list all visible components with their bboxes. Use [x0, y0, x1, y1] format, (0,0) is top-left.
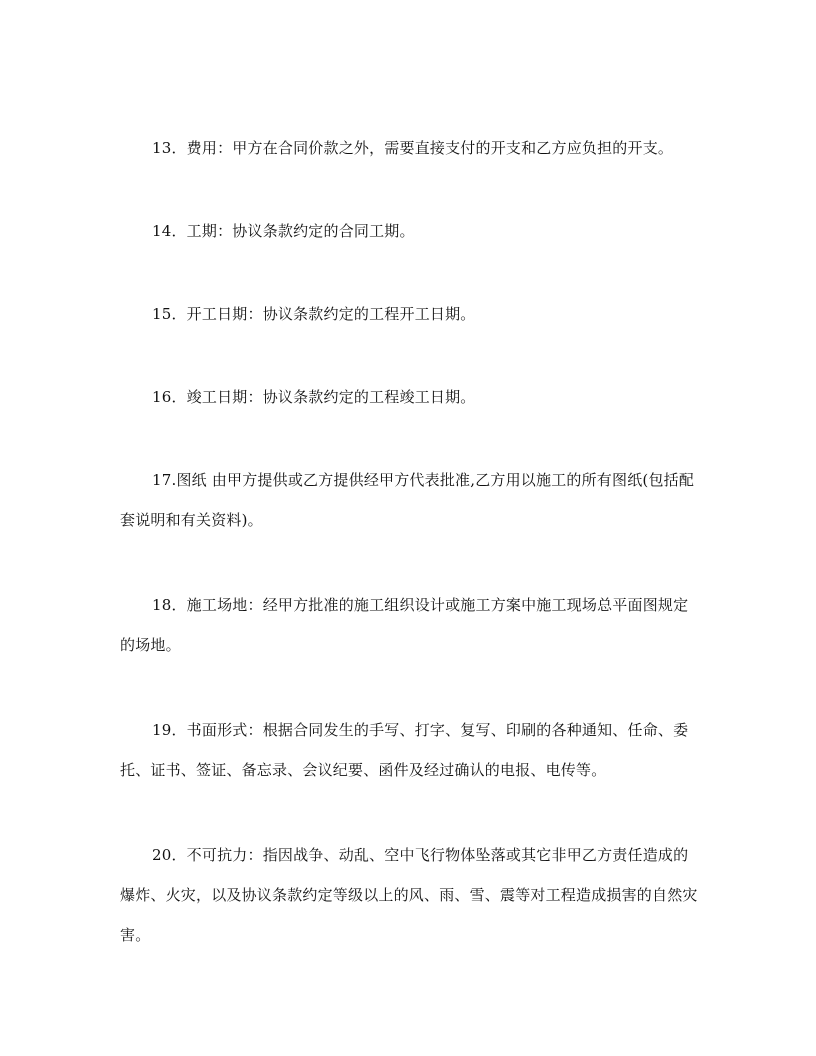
paragraph-13: 13．费用：甲方在合同价款之外，需要直接支付的开支和乙方应负担的开支。 [152, 139, 674, 157]
paragraph-17: 17.图纸 由甲方提供或乙方提供经甲方代表批准,乙方用以施工的所有图纸(包括配套说明和有关资料)。 [120, 471, 695, 529]
paragraph-18: 18．施工场地：经甲方批准的施工组织设计或施工方案中施工现场总平面图规定的场地。 [120, 596, 689, 654]
paragraph-20: 20．不可抗力：指因战争、动乱、空中飞行物体坠落或其它非甲乙方责任造成的爆炸、火灾，以及协议条款约定等级以上的风、雨、雪、震等对工程造成损害的自然灾害。 [120, 846, 698, 944]
paragraph-19: 19．书面形式：根据合同发生的手写、打字、复写、印刷的各种通知、任命、委托、证书、签证、备忘录、会议纪要、函件及经过确认的电报、电传等。 [120, 721, 689, 779]
paragraph-14: 14．工期：协议条款约定的合同工期。 [152, 222, 415, 240]
paragraph-15: 15．开工日期：协议条款约定的工程开工日期。 [152, 305, 476, 323]
paragraph-16: 16．竣工日期：协议条款约定的工程竣工日期。 [152, 388, 476, 406]
